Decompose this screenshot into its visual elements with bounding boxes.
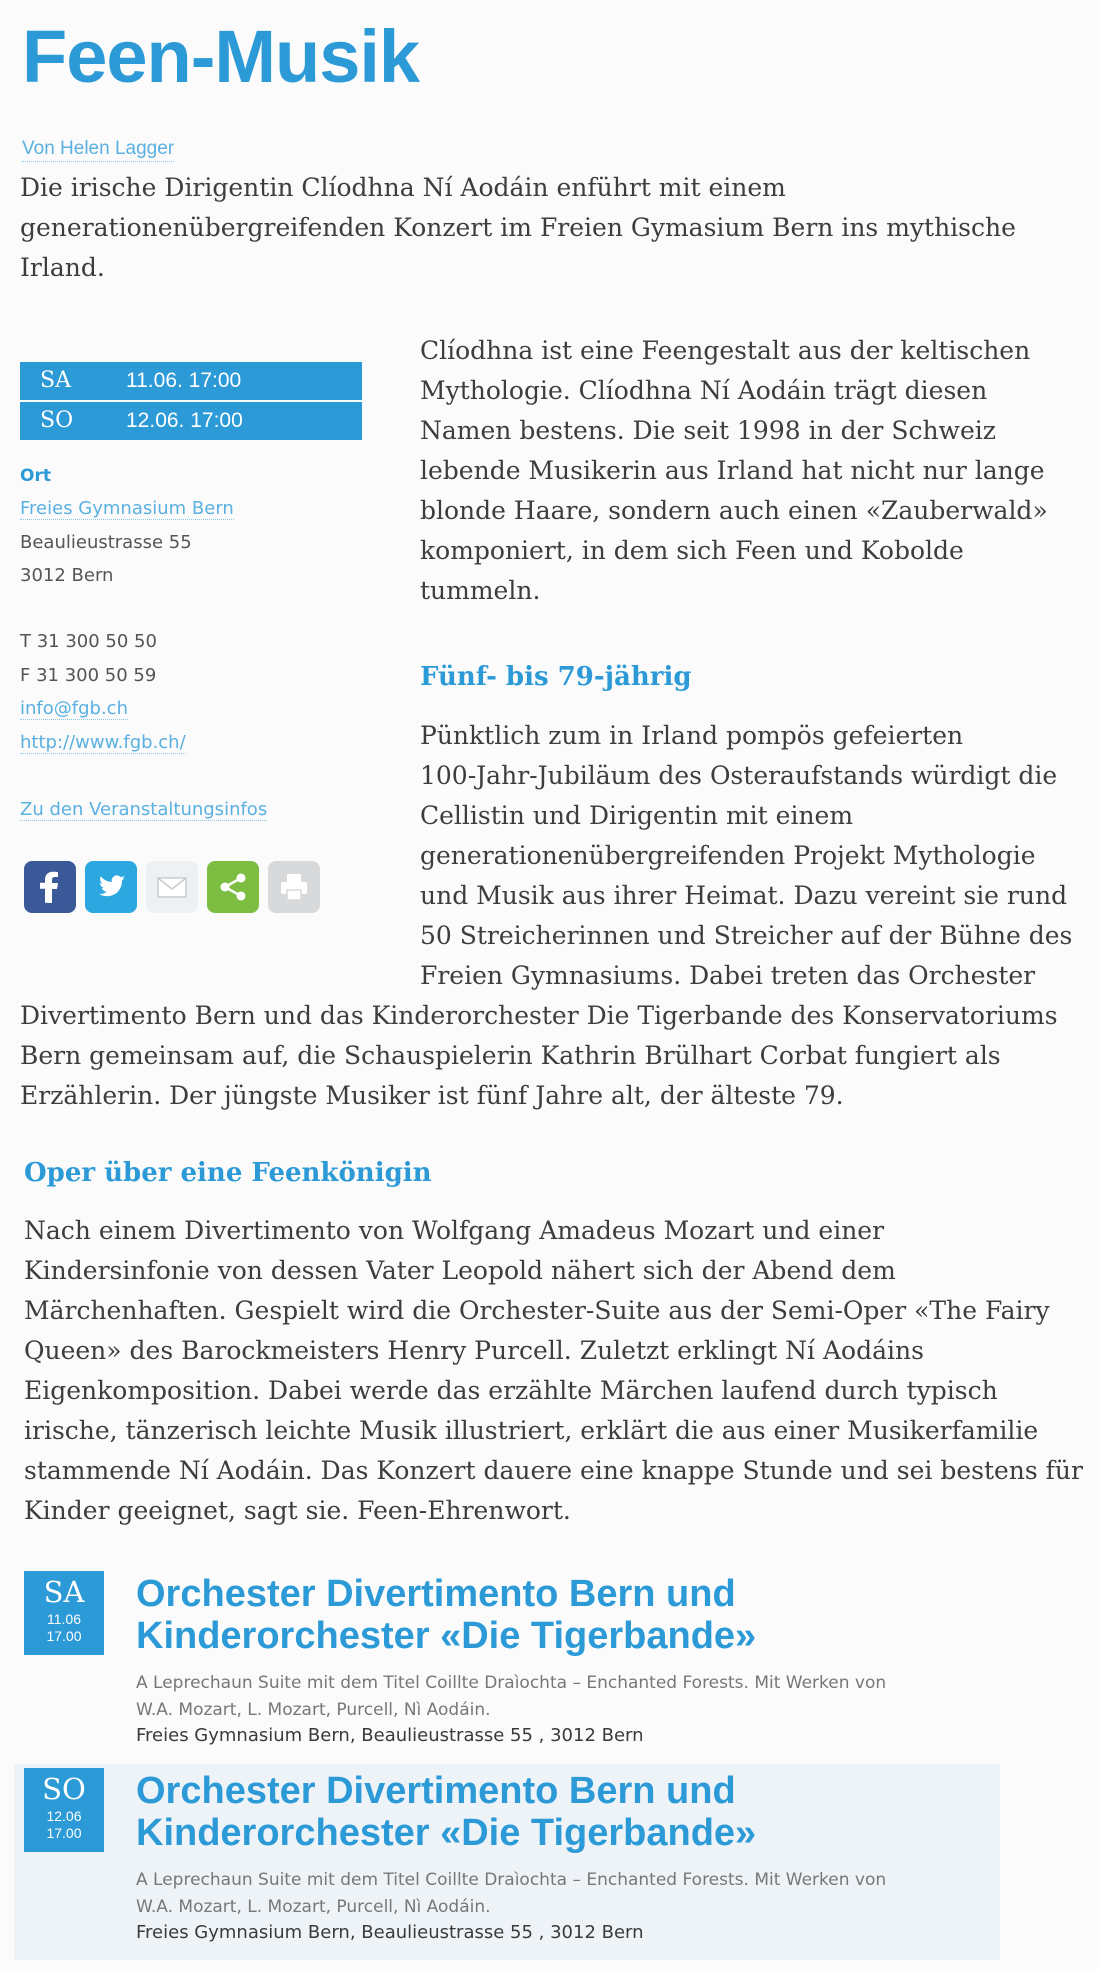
share-icon[interactable] xyxy=(207,861,259,913)
text-line: Märchenhaften. Gespielt wird die Orchester-Suite aus der Semi-Oper «The Fairy xyxy=(24,1296,1050,1325)
event-title-line: Kinderorchester «Die Tigerbande» xyxy=(136,1812,757,1854)
paragraph-intro xyxy=(420,331,1080,611)
event-title-line: Orchester Divertimento Bern und xyxy=(136,1770,736,1812)
text-line: Divertimento Bern und das Kinderorchester Die Tigerbande des Konservatoriums xyxy=(20,1001,1058,1030)
venue-street: Beaulieustrasse 55 xyxy=(20,532,192,553)
event-date-badge xyxy=(24,1571,104,1655)
paragraph-ages-wrapped xyxy=(420,716,1090,996)
share-toolbar xyxy=(24,861,320,913)
event-date: 11.06 xyxy=(47,1611,81,1627)
text-line: Nach einem Divertimento von Wolfgang Amadeus Mozart und einer xyxy=(24,1216,885,1245)
text-line: Mythologie. Clíodhna Ní Aodáin trägt diesen xyxy=(420,376,988,405)
venue-phone: T 31 300 50 50 xyxy=(20,631,157,652)
event-location: Freies Gymnasium Bern, Beaulieustrasse 55 , 3012 Bern xyxy=(136,1725,644,1746)
text-line: Cellistin und Dirigentin mit einem xyxy=(420,801,854,830)
venue-fax: F 31 300 50 59 xyxy=(20,665,157,686)
text-line: Freien Gymnasiums. Dabei treten das Orchester xyxy=(420,961,1036,990)
text-line: Kinder geeignet, sagt sie. Feen-Ehrenwort. xyxy=(24,1496,571,1525)
article-title: Feen-Musik xyxy=(22,15,420,98)
date-day: SA xyxy=(40,368,71,393)
event-description xyxy=(136,1670,1016,1724)
event-description-line: W.A. Mozart, L. Mozart, Purcell, Nì Aodáin. xyxy=(136,1897,491,1917)
article-lead: Die irische Dirigentin Clíodhna Ní Aodáin enführt mit einem generationenübergreifenden Konzert im Freien Gymasium Bern ins mythische Irland. xyxy=(20,173,1016,282)
mail-icon[interactable] xyxy=(146,861,198,913)
venue-label: Ort xyxy=(20,466,51,486)
text-line: Eigenkomposition. Dabei werde das erzählte Märchen laufend durch typisch xyxy=(24,1376,998,1405)
paragraph-ages-full xyxy=(20,996,1090,1116)
text-line: Queen» des Barockmeisters Henry Purcell. Zuletzt erklingt Ní Aodáins xyxy=(24,1336,924,1365)
event-listing[interactable] xyxy=(20,1567,1000,1763)
date-bar-sunday xyxy=(20,402,362,440)
venue-name-link[interactable]: Freies Gymnasium Bern xyxy=(20,498,234,519)
event-description xyxy=(136,1867,1016,1921)
text-line: lebende Musikerin aus Irland hat nicht nur lange xyxy=(420,456,1045,485)
text-line: Erzählerin. Der jüngste Musiker ist fünf Jahre alt, der älteste 79. xyxy=(20,1081,844,1110)
print-icon[interactable] xyxy=(268,861,320,913)
event-info-link[interactable]: Zu den Veranstaltungsinfos xyxy=(20,799,268,820)
text-line: irische, tänzerisch leichte Musik illustriert, erklärt die aus einer Musikerfamilie xyxy=(24,1416,1039,1445)
venue-city: 3012 Bern xyxy=(20,565,114,586)
event-description-line: A Leprechaun Suite mit dem Titel Coillte Draìochta – Enchanted Forests. Mit Werken von xyxy=(136,1673,887,1693)
text-line: Clíodhna ist eine Feengestalt aus der keltischen xyxy=(420,336,1031,365)
event-description-line: W.A. Mozart, L. Mozart, Purcell, Nì Aodáin. xyxy=(136,1700,491,1720)
text-line: generationenübergreifenden Projekt Mythologie xyxy=(420,841,1036,870)
event-listing[interactable] xyxy=(14,1764,1000,1960)
text-line: Kindersinfonie von dessen Vater Leopold nähert sich der Abend dem xyxy=(24,1256,896,1285)
venue-url-link[interactable]: http://www.fgb.ch/ xyxy=(20,732,186,753)
event-title-line: Kinderorchester «Die Tigerbande» xyxy=(136,1615,757,1657)
text-line: Bern gemeinsam auf, die Schauspielerin Kathrin Brülhart Corbat fungiert als xyxy=(20,1041,1001,1070)
event-title-link[interactable] xyxy=(136,1770,896,1854)
event-time: 17.00 xyxy=(46,1825,82,1841)
event-title-line: Orchester Divertimento Bern und xyxy=(136,1573,736,1615)
event-location: Freies Gymnasium Bern, Beaulieustrasse 55 , 3012 Bern xyxy=(136,1922,644,1943)
date-time: 12.06. 17:00 xyxy=(126,409,243,432)
event-day: SA xyxy=(43,1575,85,1609)
event-time: 17.00 xyxy=(46,1628,82,1644)
twitter-icon[interactable] xyxy=(85,861,137,913)
date-day: SO xyxy=(40,408,74,433)
text-line: 50 Streicherinnen und Streicher auf der Bühne des xyxy=(420,921,1073,950)
section-heading-ages: Fünf- bis 79-jährig xyxy=(420,662,692,692)
event-description-line: A Leprechaun Suite mit dem Titel Coillte Draìochta – Enchanted Forests. Mit Werken von xyxy=(136,1870,887,1890)
venue-email-link[interactable]: info@fgb.ch xyxy=(20,698,128,719)
text-line: Pünktlich zum in Irland pompös gefeierten xyxy=(420,721,964,750)
event-date-badge xyxy=(24,1768,104,1852)
text-line: Namen bestens. Die seit 1998 in der Schweiz xyxy=(420,416,996,445)
facebook-icon[interactable] xyxy=(24,861,76,913)
section-heading-opera: Oper über eine Feenkönigin xyxy=(24,1158,432,1188)
text-line: komponiert, in dem sich Feen und Kobolde xyxy=(420,536,964,565)
event-date: 12.06 xyxy=(46,1808,82,1824)
date-bar-saturday xyxy=(20,362,362,400)
text-line: blonde Haare, sondern auch einen «Zauberwald» xyxy=(420,496,1048,525)
paragraph-opera xyxy=(24,1211,1090,1531)
text-line: 100-Jahr-Jubiläum des Osteraufstands würdigt die xyxy=(420,761,1058,790)
author-link[interactable]: Von Helen Lagger xyxy=(22,137,174,162)
event-title-link[interactable] xyxy=(136,1573,896,1657)
text-line: tummeln. xyxy=(420,576,541,605)
text-line: stammende Ní Aodáin. Das Konzert dauere eine knappe Stunde und sei bestens für xyxy=(24,1456,1083,1485)
text-line: und Musik aus ihrer Heimat. Dazu vereint sie rund xyxy=(420,881,1068,910)
date-time: 11.06. 17:00 xyxy=(126,369,242,392)
event-day: SO xyxy=(42,1772,86,1806)
